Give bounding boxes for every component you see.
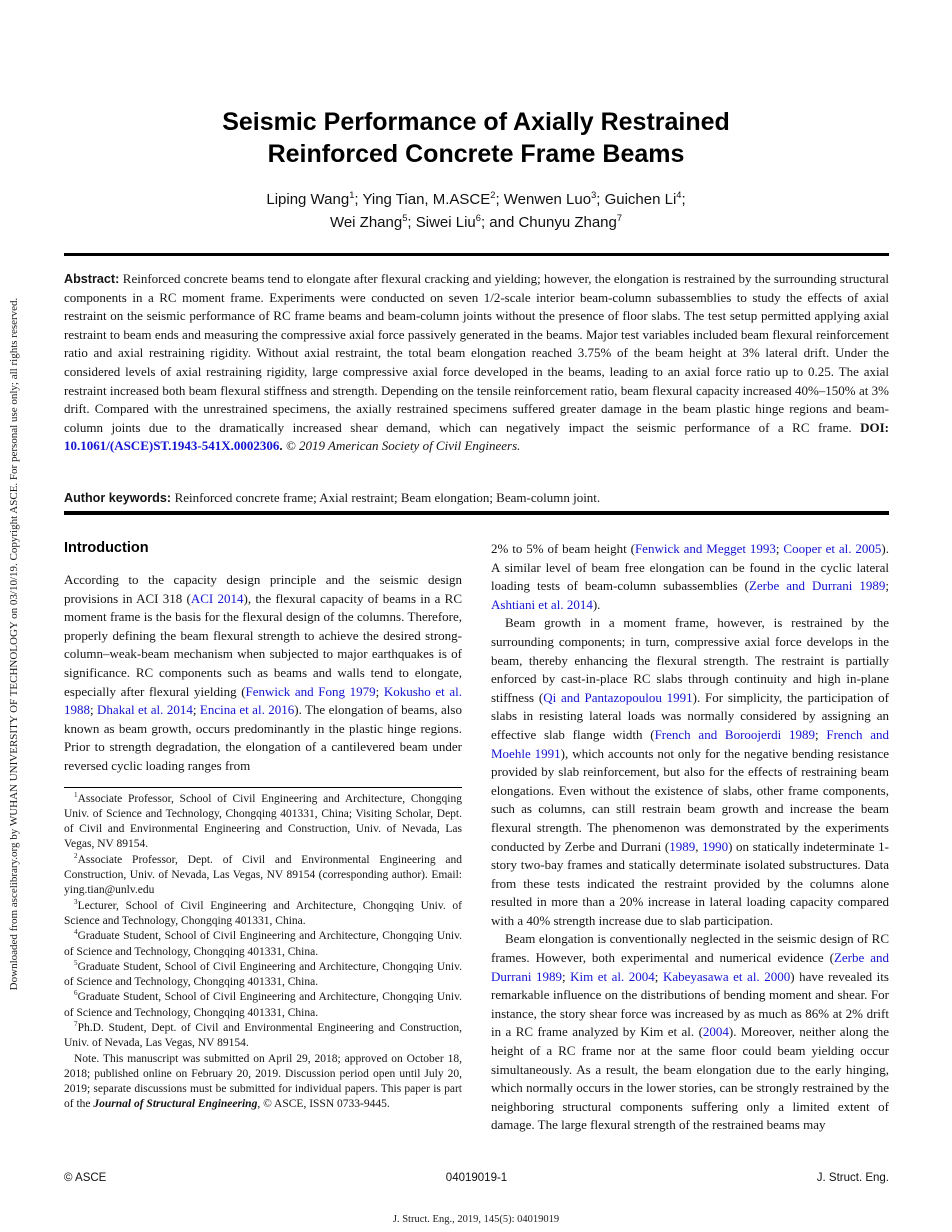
text-segment: ; [681, 191, 686, 208]
cite-kim-2004b[interactable]: 2004 [702, 1024, 729, 1040]
text-segment: ; [375, 683, 384, 699]
text-segment: According to the capacity design principle and the seismic design provisions in ACI 318 ( [64, 572, 462, 606]
text-segment: ; and Chunyu Zhang [480, 214, 617, 231]
cite-cooper-2005[interactable]: Cooper et al. 2005 [783, 541, 882, 556]
footer-copyright: © ASCE [64, 1172, 107, 1184]
cite-french-boroojerdi-1989[interactable]: French and Boroojerdi 1989 [654, 726, 816, 742]
text-segment: Journal of Structural Engineering [93, 1098, 258, 1111]
text-segment: ). For simplicity, the participation of slabs in resisting lateral loads was normally considered by assigning an effective slab flange width ( [491, 689, 889, 742]
page-title-line-2: Reinforced Concrete Frame Beams [267, 140, 685, 168]
text-segment: 5 [402, 213, 408, 223]
text-segment: ) have revealed its remarkable influence on the distributions of bending moment and shear. For instance, the story shear force was increased by as much as 86% at 2% drift in a RC frame analyzed by Kim et al. ( [491, 968, 889, 1040]
text-segment: 5 [74, 958, 78, 967]
text-segment: . [279, 438, 286, 454]
text-segment: 1 [349, 190, 355, 200]
text-segment: Wei Zhang [329, 214, 403, 231]
footnote-note [64, 1052, 462, 1113]
intro-paragraph-2 [491, 540, 889, 614]
cite-zerbe-durrani-1989b[interactable]: 1989 [669, 838, 696, 854]
text-segment: Ph.D. Student, Dept. of Civil and Environmental Engineering and Construction, Univ. of Nevada, Las Vegas, NV 89154. [64, 1021, 462, 1050]
text-segment: 7 [74, 1020, 78, 1029]
text-segment: Liping Wang [266, 191, 350, 208]
text-segment: ; [815, 726, 827, 742]
footnote-4 [64, 929, 462, 960]
text-segment: 4 [74, 928, 78, 937]
text-segment: , © ASCE, ISSN 0733-9445. [257, 1098, 390, 1111]
cite-kokusho-1988[interactable]: Kokusho et al. 1988 [64, 683, 462, 718]
text-segment: ). Moreover, neither along the height of a RC frame nor at the same floor could beam yielding occur simultaneously. As a result, the beam elongation due to the early hinging, which normally occurs in the lower stories, can be strongly restrained by the neighboring structural components suffering only a limited extent of damage. The large flexural strength of the restrained beams may [491, 1024, 889, 1133]
footer-journal: J. Struct. Eng. [816, 1172, 889, 1184]
text-segment: Lecturer, School of Civil Engineering and Architecture, Chongqing Univ. of Science and Technology, Chongqing 401331, China. [64, 899, 462, 927]
text-segment: 2% to 5% of beam height ( [491, 541, 635, 556]
text-segment: © 2019 American Society of Civil Engineers. [285, 438, 521, 454]
text-segment: ), the flexural capacity of beams in a RC moment frame is the basis for the flexural design of the columns. Therefore, properly defining the beam flexural strength to achieve the desired strong-column–weak-beam mechanism when subjected to major earthquakes is of significance. RC components such as beams and walls tend to elongate, especially after flexural yielding ( [64, 590, 463, 699]
text-segment: ). The elongation of beams, also known as beam growth, occurs predominantly in the plastic hinge regions. Prior to strength degradation, the elongation of a cantilevered beam under reversed cyclic loading ranges from [64, 702, 462, 773]
cite-zerbe-durrani-1989[interactable]: Zerbe and Durrani 1989 [748, 578, 886, 594]
cite-aci-2014[interactable]: ACI 2014 [190, 590, 244, 606]
doi-link[interactable]: 10.1061/(ASCE)ST.1943-541X.0002306 [64, 438, 280, 454]
intro-paragraph-1 [64, 571, 462, 776]
text-segment: ; [192, 702, 200, 718]
footnotes-block [64, 787, 462, 1113]
text-segment: Reinforced concrete frame; Axial restraint; Beam elongation; Beam-column joint. [174, 490, 601, 505]
text-segment: ) on statically indeterminate 1-story two-bay frames and statically determinate isolated substructures. Data from these tests indicated the restraint provided by the columns alone resulted in more than a 20% increase in lateral loading capacity compared with a 40% strength increase due to slab participation. [491, 838, 890, 928]
text-segment: ). [592, 596, 601, 612]
cite-french-moehle-1991[interactable]: French and Moehle 1991 [491, 726, 889, 761]
text-segment: ; [561, 968, 571, 984]
footnote-6 [64, 990, 462, 1021]
footnote-3 [64, 899, 462, 930]
text-segment: ; [90, 702, 98, 718]
text-segment: Note. This manuscript was submitted on April 29, 2018; approved on October 18, 2018; published online on February 20, 2019. Discussion period open until July 20, 2019; separate discussions must be submitted for individual papers. This paper is part of the [64, 1052, 462, 1111]
text-segment: ). A similar level of beam free elongation can be found in the cyclic lateral loading tests of beam-column subassemblies ( [491, 541, 889, 594]
text-segment: 1 [74, 790, 78, 799]
text-segment: 3 [591, 190, 597, 200]
author-line-1 [0, 188, 952, 211]
cite-kabeyasawa-2000[interactable]: Kabeyasawa et al. 2000 [662, 968, 791, 984]
right-column [491, 540, 889, 1135]
cite-qi-pantazopoulou-1991[interactable]: Qi and Pantazopoulou 1991 [543, 689, 693, 705]
text-segment: Author keywords: [64, 491, 175, 505]
footnote-5 [64, 960, 462, 991]
text-segment: ; [885, 578, 890, 594]
text-segment: 6 [74, 989, 78, 998]
cite-fenwick-megget-1993[interactable]: Fenwick and Megget 1993 [634, 541, 776, 556]
intro-paragraph-4 [491, 930, 889, 1135]
cite-encina-2016[interactable]: Encina et al. 2016 [199, 702, 295, 718]
page-footer [64, 1172, 889, 1184]
cite-kim-2004[interactable]: Kim et al. 2004 [570, 968, 655, 984]
footnote-1 [64, 792, 462, 853]
text-segment: 4 [676, 190, 682, 200]
text-segment: Beam growth in a moment frame, however, is restrained by the surrounding components; in turn, compressive axial force develops in the beam, thereby enhancing the flexural strength. The restraint is partially enforced by cast-in-place RC slabs through continuity and high in-plane stiffness ( [491, 615, 889, 705]
footnote-2 [64, 853, 462, 899]
citation-line: J. Struct. Eng., 2019, 145(5): 04019019 [392, 1214, 560, 1225]
text-segment: Associate Professor, Dept. of Civil and Environmental Engineering and Construction, Univ. of Nevada, Las Vegas, NV 89154 (corresponding author). Email: ying.tian@unlv.edu [64, 853, 462, 897]
text-segment: Graduate Student, School of Civil Engineering and Architecture, Chongqing Univ. of Science and Technology, Chongqing 401331, China. [64, 960, 462, 989]
footnote-7 [64, 1021, 462, 1052]
section-heading-introduction: Introduction [64, 540, 149, 556]
text-segment: Reinforced concrete beams tend to elongate after flexural cracking and yielding; however, the elongation is restrained by the surrounding structural components in a RC moment frame. Experiments were conducted on seven 1/2-scale interior beam-column subassemblies to study the effects of axial restraint on the seismic performance of RC frame beams and beam-column joints without the presence of floor slabs. The test setup permitted applying axial restraint to beam ends and measuring the compressive axial force passively generated in the beams. Major test variables included beam flexural reinforcement ratio and axial restraining rigidity. Without axial restraint, the total beam elongation reached 3.75% of the beam height at 3% lateral drift. Under the considered levels of axial restraining rigidity, large compressive axial force developed in the beams, leading to an axial force ratio up to 0.25. The axial restraint increased both beam flexural stiffness and strength. Depending on the tensile reinforcement ratio, beam flexural capacity increased 40%–150% at 3% drift. Compared with the unrestrained specimens, the axially restrained specimens suffered greater damage in the beam plastic hinge regions and beam-column joints due to the dramatically increased shear demand, which can negatively impact the seismic performance of a RC frame. [64, 271, 890, 435]
cite-zerbe-durrani-1990[interactable]: 1990 [702, 838, 729, 854]
text-segment: 7 [616, 213, 623, 223]
text-segment: 3 [74, 897, 78, 906]
text-segment: Beam elongation is conventionally neglected in the seismic design of RC frames. However, both experimental and numerical evidence ( [491, 931, 889, 966]
text-segment: Associate Professor, School of Civil Engineering and Architecture, Chongqing Univ. of Science and Technology, Chongqing 401331, China; Visiting Scholar, Dept. of Civil and Environmental Engineering and Construction, Univ. of Nevada, Las Vegas, NV 89154. [64, 792, 462, 851]
cite-ashtiani-2014[interactable]: Ashtiani et al. 2014 [491, 596, 593, 612]
cite-zerbe-durrani-1989c[interactable]: Zerbe and Durrani 1989 [491, 950, 889, 984]
text-segment: Graduate Student, School of Civil Engineering and Architecture, Chongqing Univ. of Science and Technology, Chongqing 401331, China. [64, 991, 462, 1019]
cite-dhakal-2014[interactable]: Dhakal et al. 2014 [97, 702, 193, 718]
text-segment: ; Ying Tian, M.ASCE [354, 191, 491, 208]
text-segment: ; Wenwen Luo [495, 191, 592, 208]
intro-paragraph-3 [491, 614, 889, 930]
author-byline [0, 188, 952, 234]
page-title [0, 106, 952, 170]
text-segment: , [695, 838, 703, 854]
footer-page-number: 04019019-1 [445, 1172, 508, 1184]
author-line-2 [0, 211, 952, 234]
text-segment: ), which accounts not only for the negative bending resistance provided by slab reinforcement, but also for the effects of restraining beam elongations. Even without the existence of slabs, other frame components, such as columns, can still restrain beam growth and increase the beam flexural strength. The phenomenon was demonstrated by the experiments conducted by Zerbe and Durrani ( [491, 745, 889, 854]
cite-fenwick-fong-1979[interactable]: Fenwick and Fong 1979 [245, 683, 376, 699]
text-segment: ; Siwei Liu [407, 214, 476, 231]
text-segment: ; Guichen Li [596, 191, 677, 208]
abstract-paragraph [64, 270, 889, 456]
footnote-rule [64, 787, 462, 788]
text-segment: Abstract: [64, 272, 123, 286]
text-segment: 6 [475, 213, 481, 223]
keywords-bottom-rule [64, 511, 889, 515]
text-segment: Graduate Student, School of Civil Engineering and Architecture, Chongqing Univ. of Science and Technology, Chongqing 401331, China. [64, 930, 462, 958]
left-column [64, 540, 462, 1113]
abstract-top-rule [64, 253, 889, 256]
text-segment: 2 [490, 190, 496, 200]
text-segment: DOI: [860, 419, 889, 435]
text-segment: ; [775, 541, 784, 556]
text-segment: ; [654, 968, 663, 984]
text-segment: 2 [74, 851, 78, 860]
page-title-line-1: Seismic Performance of Axially Restrained [222, 108, 730, 136]
download-watermark: Downloaded from ascelibrary.org by WUHAN UNIVERSITY OF TECHNOLOGY on 03/10/19. Copyright ASCE. For personal use only; all rights reserved. [8, 297, 20, 991]
author-keywords [64, 489, 889, 507]
